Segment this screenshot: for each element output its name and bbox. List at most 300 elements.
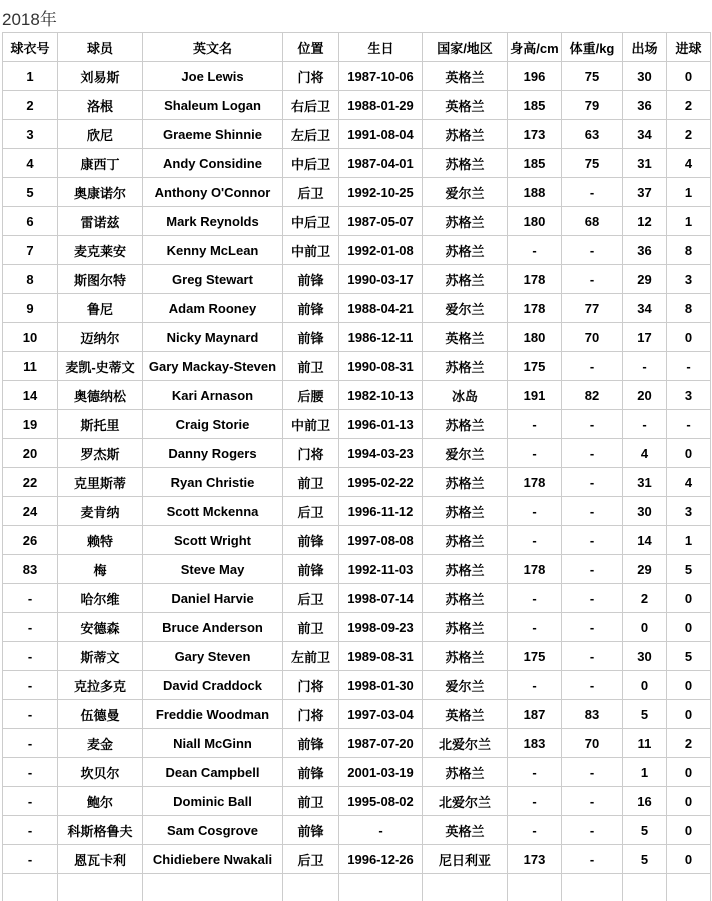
cell-jersey-number: 19 [3, 410, 58, 439]
cell-player-name-cn: 鲍尔 [58, 787, 143, 816]
cell-appearances: 16 [623, 787, 667, 816]
cell-weight: 77 [562, 294, 623, 323]
cell-player-name-en: Anthony O'Connor [143, 178, 283, 207]
cell-jersey-number: 7 [3, 236, 58, 265]
cell-height: - [508, 787, 562, 816]
cell-appearances: - [623, 352, 667, 381]
cell-appearances: 29 [623, 265, 667, 294]
cell-appearances: 14 [623, 526, 667, 555]
cell-appearances: - [623, 410, 667, 439]
cell-jersey-number: 4 [3, 149, 58, 178]
cell-height: - [508, 613, 562, 642]
cell-country-empty [423, 874, 508, 901]
cell-jersey-number: - [3, 700, 58, 729]
cell-player-name-en: Dominic Ball [143, 787, 283, 816]
cell-position: 门将 [283, 671, 339, 700]
cell-birthday: 1998-09-23 [339, 613, 423, 642]
cell-height: - [508, 236, 562, 265]
cell-jersey-number: 2 [3, 91, 58, 120]
cell-goals: - [667, 352, 711, 381]
cell-birthday: 1996-11-12 [339, 497, 423, 526]
cell-player-name-cn: 鲁尼 [58, 294, 143, 323]
cell-player-name-cn: 坎贝尔 [58, 758, 143, 787]
cell-position: 中前卫 [283, 236, 339, 265]
cell-goals-empty [667, 874, 711, 901]
cell-goals: 4 [667, 468, 711, 497]
cell-birthday: 1991-08-04 [339, 120, 423, 149]
cell-player-name-cn: 麦凯-史蒂文 [58, 352, 143, 381]
cell-goals: 5 [667, 555, 711, 584]
cell-birthday: 1987-05-07 [339, 207, 423, 236]
cell-goals: 0 [667, 845, 711, 874]
cell-height: - [508, 497, 562, 526]
cell-birthday: 1997-03-04 [339, 700, 423, 729]
cell-country: 苏格兰 [423, 555, 508, 584]
table-row [3, 352, 711, 381]
cell-player-name-cn: 奥德纳松 [58, 381, 143, 410]
cell-player-name-en: Steve May [143, 555, 283, 584]
roster-table [2, 32, 711, 901]
cell-weight: - [562, 236, 623, 265]
cell-birthday: - [339, 816, 423, 845]
cell-goals: 0 [667, 671, 711, 700]
cell-appearances: 0 [623, 613, 667, 642]
cell-country: 苏格兰 [423, 526, 508, 555]
cell-player-name-en: Chidiebere Nwakali [143, 845, 283, 874]
table-row [3, 439, 711, 468]
table-row [3, 265, 711, 294]
cell-jersey-number: 83 [3, 555, 58, 584]
cell-player-name-en: Gary Mackay-Steven [143, 352, 283, 381]
cell-weight: - [562, 584, 623, 613]
cell-player-name-cn: 罗杰斯 [58, 439, 143, 468]
cell-height: - [508, 671, 562, 700]
table-row [3, 323, 711, 352]
cell-birthday: 1997-08-08 [339, 526, 423, 555]
cell-player-name-cn: 梅 [58, 555, 143, 584]
cell-goals: 1 [667, 178, 711, 207]
cell-player-name-en: Kenny McLean [143, 236, 283, 265]
cell-player-name-cn: 雷诺兹 [58, 207, 143, 236]
cell-goals: 0 [667, 323, 711, 352]
cell-player-name-cn: 赖特 [58, 526, 143, 555]
cell-jersey-number: 20 [3, 439, 58, 468]
cell-country: 英格兰 [423, 62, 508, 91]
cell-player-name-en: Andy Considine [143, 149, 283, 178]
cell-birthday: 1987-07-20 [339, 729, 423, 758]
cell-player-name-cn: 斯蒂文 [58, 642, 143, 671]
cell-weight: - [562, 468, 623, 497]
cell-goals: 0 [667, 439, 711, 468]
cell-country: 苏格兰 [423, 149, 508, 178]
column-header-appearances: 出场 [623, 33, 667, 62]
cell-weight: 63 [562, 120, 623, 149]
cell-birthday: 1992-01-08 [339, 236, 423, 265]
cell-weight: - [562, 178, 623, 207]
cell-country: 苏格兰 [423, 207, 508, 236]
cell-height: 188 [508, 178, 562, 207]
table-row [3, 294, 711, 323]
cell-appearances: 17 [623, 323, 667, 352]
cell-player-name-en: Danny Rogers [143, 439, 283, 468]
cell-appearances: 12 [623, 207, 667, 236]
table-row [3, 497, 711, 526]
cell-goals: 2 [667, 91, 711, 120]
cell-appearances: 5 [623, 845, 667, 874]
table-row [3, 62, 711, 91]
cell-jersey-number: - [3, 845, 58, 874]
cell-height: 196 [508, 62, 562, 91]
cell-weight: 70 [562, 323, 623, 352]
cell-goals: 8 [667, 294, 711, 323]
cell-weight: - [562, 845, 623, 874]
table-row [3, 178, 711, 207]
cell-jersey-number: 5 [3, 178, 58, 207]
cell-jersey-number-empty [3, 874, 58, 901]
cell-player-name-en: Kari Arnason [143, 381, 283, 410]
cell-position: 前锋 [283, 294, 339, 323]
cell-position: 中前卫 [283, 410, 339, 439]
cell-goals: 0 [667, 62, 711, 91]
cell-appearances: 36 [623, 91, 667, 120]
cell-jersey-number: - [3, 671, 58, 700]
cell-jersey-number: - [3, 613, 58, 642]
cell-weight: - [562, 526, 623, 555]
cell-goals: 0 [667, 613, 711, 642]
table-row [3, 526, 711, 555]
cell-weight: - [562, 555, 623, 584]
cell-height: 187 [508, 700, 562, 729]
cell-height: - [508, 816, 562, 845]
cell-birthday: 1982-10-13 [339, 381, 423, 410]
cell-weight: 75 [562, 62, 623, 91]
cell-appearances: 5 [623, 816, 667, 845]
cell-height: 183 [508, 729, 562, 758]
cell-position: 后卫 [283, 178, 339, 207]
cell-position: 前卫 [283, 352, 339, 381]
cell-appearances-empty [623, 874, 667, 901]
table-row [3, 700, 711, 729]
cell-player-name-en: Niall McGinn [143, 729, 283, 758]
cell-appearances: 4 [623, 439, 667, 468]
table-row [3, 207, 711, 236]
cell-birthday: 1992-11-03 [339, 555, 423, 584]
cell-appearances: 29 [623, 555, 667, 584]
cell-weight: 79 [562, 91, 623, 120]
cell-jersey-number: 1 [3, 62, 58, 91]
cell-position: 门将 [283, 439, 339, 468]
column-header-player-name-en: 英文名 [143, 33, 283, 62]
cell-position: 前锋 [283, 555, 339, 584]
cell-player-name-cn: 克里斯蒂 [58, 468, 143, 497]
cell-player-name-cn: 哈尔维 [58, 584, 143, 613]
cell-goals: 0 [667, 758, 711, 787]
cell-goals: 4 [667, 149, 711, 178]
cell-birthday-empty [339, 874, 423, 901]
column-header-jersey-number: 球衣号 [3, 33, 58, 62]
cell-goals: - [667, 410, 711, 439]
cell-birthday: 1995-08-02 [339, 787, 423, 816]
cell-jersey-number: 24 [3, 497, 58, 526]
column-header-country: 国家/地区 [423, 33, 508, 62]
column-header-player-name-cn: 球员 [58, 33, 143, 62]
cell-goals: 1 [667, 526, 711, 555]
cell-player-name-en: Greg Stewart [143, 265, 283, 294]
cell-position-empty [283, 874, 339, 901]
cell-position: 前锋 [283, 323, 339, 352]
cell-weight: - [562, 410, 623, 439]
column-header-weight: 体重/kg [562, 33, 623, 62]
cell-jersey-number: 14 [3, 381, 58, 410]
table-row [3, 845, 711, 874]
cell-player-name-cn: 奥康诺尔 [58, 178, 143, 207]
cell-position: 左前卫 [283, 642, 339, 671]
cell-player-name-cn: 麦克莱安 [58, 236, 143, 265]
cell-appearances: 31 [623, 149, 667, 178]
season-title: 2018年 [2, 10, 57, 29]
column-header-height: 身高/cm [508, 33, 562, 62]
cell-weight: - [562, 787, 623, 816]
cell-player-name-en: Gary Steven [143, 642, 283, 671]
cell-player-name-cn: 斯托里 [58, 410, 143, 439]
cell-height: 175 [508, 352, 562, 381]
cell-birthday: 1992-10-25 [339, 178, 423, 207]
cell-birthday: 1995-02-22 [339, 468, 423, 497]
cell-jersey-number: - [3, 816, 58, 845]
cell-jersey-number: - [3, 584, 58, 613]
cell-height: 178 [508, 265, 562, 294]
cell-weight: - [562, 265, 623, 294]
cell-height: - [508, 410, 562, 439]
cell-position: 前卫 [283, 468, 339, 497]
cell-height: 175 [508, 642, 562, 671]
cell-height: 185 [508, 149, 562, 178]
cell-jersey-number: 3 [3, 120, 58, 149]
cell-country: 苏格兰 [423, 468, 508, 497]
cell-player-name-en: Mark Reynolds [143, 207, 283, 236]
cell-position: 后卫 [283, 845, 339, 874]
table-row-empty [3, 874, 711, 901]
cell-goals: 2 [667, 120, 711, 149]
cell-appearances: 31 [623, 468, 667, 497]
cell-player-name-cn: 伍德曼 [58, 700, 143, 729]
cell-jersey-number: - [3, 642, 58, 671]
cell-position: 前卫 [283, 613, 339, 642]
cell-country: 冰岛 [423, 381, 508, 410]
cell-birthday: 1988-01-29 [339, 91, 423, 120]
table-row [3, 816, 711, 845]
cell-jersey-number: 8 [3, 265, 58, 294]
cell-player-name-cn: 恩瓦卡利 [58, 845, 143, 874]
cell-country: 爱尔兰 [423, 439, 508, 468]
cell-birthday: 1998-07-14 [339, 584, 423, 613]
cell-goals: 5 [667, 642, 711, 671]
cell-height: 178 [508, 468, 562, 497]
cell-birthday: 1987-04-01 [339, 149, 423, 178]
column-header-goals: 进球 [667, 33, 711, 62]
cell-height: 191 [508, 381, 562, 410]
cell-jersey-number: 26 [3, 526, 58, 555]
cell-position: 前卫 [283, 787, 339, 816]
cell-country: 苏格兰 [423, 584, 508, 613]
cell-appearances: 30 [623, 497, 667, 526]
cell-goals: 0 [667, 700, 711, 729]
cell-weight: 83 [562, 700, 623, 729]
cell-country: 爱尔兰 [423, 178, 508, 207]
cell-country: 苏格兰 [423, 410, 508, 439]
cell-appearances: 37 [623, 178, 667, 207]
table-row [3, 613, 711, 642]
cell-country: 爱尔兰 [423, 294, 508, 323]
cell-player-name-en: Graeme Shinnie [143, 120, 283, 149]
cell-height: 173 [508, 845, 562, 874]
cell-country: 苏格兰 [423, 758, 508, 787]
cell-country: 苏格兰 [423, 265, 508, 294]
cell-goals: 2 [667, 729, 711, 758]
cell-position: 右后卫 [283, 91, 339, 120]
cell-weight: 75 [562, 149, 623, 178]
cell-country: 苏格兰 [423, 642, 508, 671]
cell-player-name-cn: 斯图尔特 [58, 265, 143, 294]
cell-appearances: 5 [623, 700, 667, 729]
table-row [3, 91, 711, 120]
cell-jersey-number: 11 [3, 352, 58, 381]
cell-goals: 0 [667, 816, 711, 845]
cell-player-name-cn: 克拉多克 [58, 671, 143, 700]
cell-position: 前锋 [283, 816, 339, 845]
table-row [3, 236, 711, 265]
cell-goals: 8 [667, 236, 711, 265]
cell-player-name-cn: 康西丁 [58, 149, 143, 178]
cell-position: 前锋 [283, 265, 339, 294]
cell-country: 北爱尔兰 [423, 787, 508, 816]
header-row [3, 33, 711, 62]
cell-position: 后卫 [283, 497, 339, 526]
table-row [3, 410, 711, 439]
cell-height: - [508, 584, 562, 613]
cell-player-name-en: Ryan Christie [143, 468, 283, 497]
cell-player-name-en-empty [143, 874, 283, 901]
cell-country: 英格兰 [423, 323, 508, 352]
cell-player-name-en: Dean Campbell [143, 758, 283, 787]
cell-birthday: 2001-03-19 [339, 758, 423, 787]
cell-goals: 3 [667, 265, 711, 294]
cell-weight: 82 [562, 381, 623, 410]
cell-position: 中后卫 [283, 207, 339, 236]
cell-height: 178 [508, 555, 562, 584]
table-row [3, 120, 711, 149]
table-row [3, 642, 711, 671]
cell-appearances: 11 [623, 729, 667, 758]
cell-player-name-cn-empty [58, 874, 143, 901]
cell-position: 前锋 [283, 758, 339, 787]
cell-birthday: 1990-03-17 [339, 265, 423, 294]
column-header-birthday: 生日 [339, 33, 423, 62]
cell-player-name-en: Daniel Harvie [143, 584, 283, 613]
cell-jersey-number: - [3, 758, 58, 787]
cell-country: 北爱尔兰 [423, 729, 508, 758]
cell-weight: - [562, 497, 623, 526]
cell-appearances: 34 [623, 294, 667, 323]
cell-player-name-en: Bruce Anderson [143, 613, 283, 642]
cell-country: 英格兰 [423, 700, 508, 729]
cell-appearances: 2 [623, 584, 667, 613]
cell-country: 苏格兰 [423, 120, 508, 149]
cell-appearances: 30 [623, 642, 667, 671]
cell-birthday: 1996-01-13 [339, 410, 423, 439]
cell-country: 苏格兰 [423, 497, 508, 526]
cell-appearances: 1 [623, 758, 667, 787]
cell-position: 后腰 [283, 381, 339, 410]
cell-position: 前锋 [283, 729, 339, 758]
cell-weight: - [562, 613, 623, 642]
cell-height: - [508, 526, 562, 555]
cell-appearances: 0 [623, 671, 667, 700]
cell-jersey-number: 9 [3, 294, 58, 323]
cell-country: 爱尔兰 [423, 671, 508, 700]
cell-player-name-en: Nicky Maynard [143, 323, 283, 352]
cell-birthday: 1988-04-21 [339, 294, 423, 323]
cell-height: - [508, 439, 562, 468]
cell-height: 173 [508, 120, 562, 149]
cell-birthday: 1994-03-23 [339, 439, 423, 468]
cell-player-name-en: Craig Storie [143, 410, 283, 439]
cell-position: 门将 [283, 700, 339, 729]
cell-birthday: 1986-12-11 [339, 323, 423, 352]
cell-player-name-en: Scott Wright [143, 526, 283, 555]
cell-birthday: 1987-10-06 [339, 62, 423, 91]
cell-country: 英格兰 [423, 816, 508, 845]
cell-player-name-en: Freddie Woodman [143, 700, 283, 729]
cell-player-name-en: Sam Cosgrove [143, 816, 283, 845]
cell-birthday: 1989-08-31 [339, 642, 423, 671]
cell-weight: 70 [562, 729, 623, 758]
table-row [3, 468, 711, 497]
cell-goals: 3 [667, 381, 711, 410]
cell-country: 尼日利亚 [423, 845, 508, 874]
cell-height: 180 [508, 207, 562, 236]
cell-weight: - [562, 642, 623, 671]
cell-height: 185 [508, 91, 562, 120]
table-row [3, 149, 711, 178]
cell-player-name-cn: 欣尼 [58, 120, 143, 149]
cell-weight: - [562, 352, 623, 381]
cell-jersey-number: 10 [3, 323, 58, 352]
cell-player-name-en: Shaleum Logan [143, 91, 283, 120]
cell-player-name-cn: 刘易斯 [58, 62, 143, 91]
cell-weight-empty [562, 874, 623, 901]
cell-goals: 1 [667, 207, 711, 236]
cell-appearances: 20 [623, 381, 667, 410]
cell-goals: 0 [667, 584, 711, 613]
cell-player-name-cn: 麦肯纳 [58, 497, 143, 526]
table-row [3, 555, 711, 584]
cell-jersey-number: - [3, 729, 58, 758]
cell-appearances: 36 [623, 236, 667, 265]
cell-player-name-cn: 迈纳尔 [58, 323, 143, 352]
cell-weight: 68 [562, 207, 623, 236]
cell-height-empty [508, 874, 562, 901]
table-row [3, 381, 711, 410]
cell-weight: - [562, 439, 623, 468]
column-header-position: 位置 [283, 33, 339, 62]
cell-country: 英格兰 [423, 91, 508, 120]
cell-goals: 3 [667, 497, 711, 526]
table-row [3, 584, 711, 613]
cell-birthday: 1998-01-30 [339, 671, 423, 700]
cell-position: 左后卫 [283, 120, 339, 149]
cell-player-name-en: Scott Mckenna [143, 497, 283, 526]
